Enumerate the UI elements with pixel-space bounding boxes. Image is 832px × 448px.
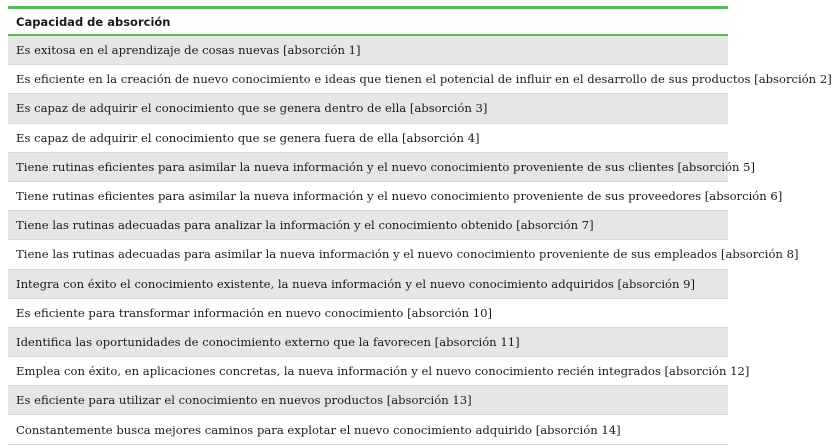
- table-row: Identifica las oportunidades de conocimiento externo que la favorecen [absorción 11]: [8, 328, 728, 357]
- table-row: Es eficiente para utilizar el conocimiento en nuevos productos [absorción 13]: [8, 386, 728, 415]
- table-row: Tiene las rutinas adecuadas para asimilar la nueva información y el nuevo conocimiento proveniente de sus empleados [absorción 8]: [8, 240, 728, 269]
- table-row: Tiene rutinas eficientes para asimilar la nueva información y el nuevo conocimiento proveniente de sus proveedores [absorción 6]: [8, 182, 728, 211]
- table-row: Es eficiente para transformar información en nuevo conocimiento [absorción 10]: [8, 299, 728, 328]
- table-row: Tiene rutinas eficientes para asimilar la nueva información y el nuevo conocimiento proveniente de sus clientes [absorción 5]: [8, 153, 728, 182]
- table-row: Emplea con éxito, en aplicaciones concretas, la nueva información y el nuevo conocimiento recién integrados [absorción 12]: [8, 357, 728, 386]
- table-header: Capacidad de absorción: [8, 9, 728, 36]
- table-row: Tiene las rutinas adecuadas para analizar la información y el conocimiento obtenido [absorción 7]: [8, 211, 728, 240]
- table-row: Es capaz de adquirir el conocimiento que se genera dentro de ella [absorción 3]: [8, 94, 728, 123]
- table-row: Constantemente busca mejores caminos para explotar el nuevo conocimiento adquirido [absorción 14]: [8, 415, 728, 444]
- table-row: Es capaz de adquirir el conocimiento que se genera fuera de ella [absorción 4]: [8, 124, 728, 153]
- absorption-capacity-table: [8, 6, 832, 445]
- table-row: Es exitosa en el aprendizaje de cosas nuevas [absorción 1]: [8, 36, 728, 65]
- table-row: Es eficiente en la creación de nuevo conocimiento e ideas que tienen el potencial de influir en el desarrollo de sus productos [absorción 2]: [8, 65, 728, 94]
- table-row: Integra con éxito el conocimiento existente, la nueva información y el nuevo conocimiento adquiridos [absorción 9]: [8, 270, 728, 299]
- table-body: [8, 36, 832, 445]
